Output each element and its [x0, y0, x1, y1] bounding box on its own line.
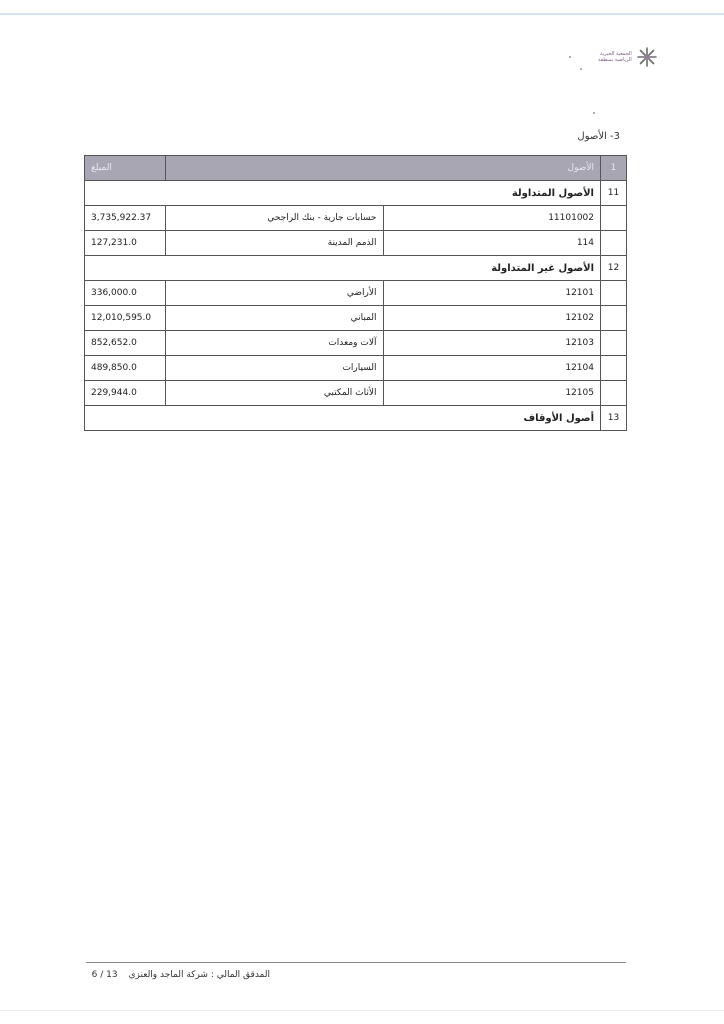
footer-rule [86, 962, 626, 963]
account-amount: 12,010,595.0 [85, 306, 166, 331]
group-number: 12 [601, 256, 627, 281]
account-description: حسابات جارية - بنك الراجحي [166, 206, 384, 231]
page-footer [60, 970, 270, 980]
assets-table [84, 155, 627, 431]
account-code: 12101 [383, 281, 601, 306]
header-number: 1 [601, 156, 627, 181]
account-amount: 127,231.0 [85, 231, 166, 256]
logo-line-2: الرياضية بمنطقة [598, 57, 632, 63]
row-number-cell [601, 356, 627, 381]
account-description: الذمم المدينة [166, 231, 384, 256]
row-number-cell [601, 281, 627, 306]
header-description: الأصول [166, 156, 601, 181]
star-emblem-icon [636, 46, 658, 68]
account-description: السيارات [166, 356, 384, 381]
group-title: الأصول المتداولة [85, 181, 601, 206]
logo-line-1: الجمعية الخيرية [600, 51, 632, 57]
account-amount: 229,944.0 [85, 381, 166, 406]
table-row [85, 356, 627, 381]
table-row [85, 331, 627, 356]
account-code: 12103 [383, 331, 601, 356]
table-row [85, 381, 627, 406]
scan-speck [580, 68, 582, 70]
row-number-cell [601, 331, 627, 356]
account-amount: 852,652.0 [85, 331, 166, 356]
row-number-cell [601, 306, 627, 331]
table-row [85, 206, 627, 231]
header-amount: المبلغ [85, 156, 166, 181]
organization-logo [598, 42, 678, 72]
account-code: 12104 [383, 356, 601, 381]
account-amount: 3,735,922.37 [85, 206, 166, 231]
account-description: الأثاث المكتبي [166, 381, 384, 406]
row-number-cell [601, 206, 627, 231]
table-row [85, 231, 627, 256]
group-row [85, 181, 627, 206]
account-description: آلات ومعدات [166, 331, 384, 356]
table-row [85, 306, 627, 331]
group-row [85, 406, 627, 431]
row-number-cell [601, 381, 627, 406]
group-number: 13 [601, 406, 627, 431]
group-row [85, 256, 627, 281]
group-title: أصول الأوقاف [85, 406, 601, 431]
section-title: 3- الأصول [577, 131, 620, 142]
logo-text [598, 51, 632, 63]
account-description: المباني [166, 306, 384, 331]
table-row [85, 281, 627, 306]
account-code: 12102 [383, 306, 601, 331]
page-number: 13 / 6 [91, 970, 118, 980]
account-code: 114 [383, 231, 601, 256]
top-rule [0, 13, 724, 15]
scan-speck [593, 112, 595, 114]
bottom-rule [0, 1010, 724, 1011]
account-code: 12105 [383, 381, 601, 406]
account-description: الأراضي [166, 281, 384, 306]
group-title: الأصول غير المتداولة [85, 256, 601, 281]
account-code: 11101002 [383, 206, 601, 231]
footer-auditor-text: المدقق المالي : شركة الماجد والعنزي [128, 970, 270, 980]
table-header-row [85, 156, 627, 181]
scan-speck [569, 56, 571, 58]
account-amount: 336,000.0 [85, 281, 166, 306]
group-number: 11 [601, 181, 627, 206]
account-amount: 489,850.0 [85, 356, 166, 381]
row-number-cell [601, 231, 627, 256]
